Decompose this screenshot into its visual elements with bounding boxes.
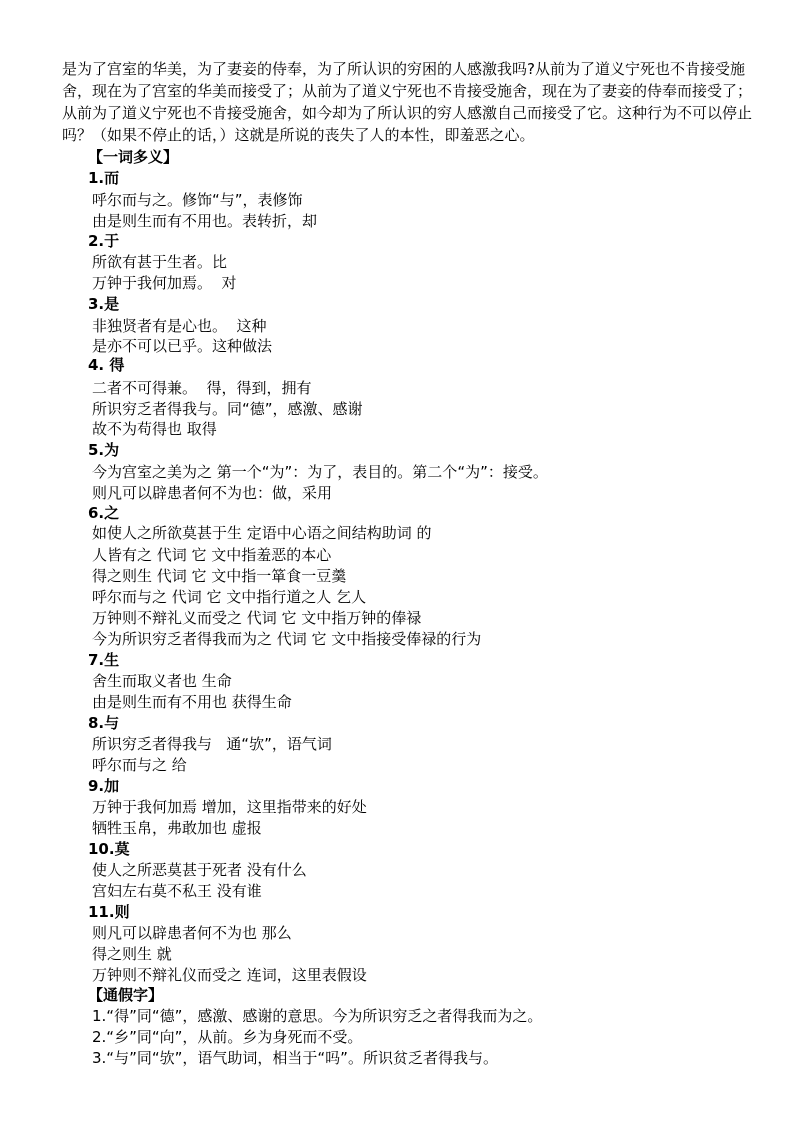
entry-line: 二者不可得兼。 得，得到，拥有 (92, 379, 312, 397)
entry-heading: 9.加 (88, 777, 120, 795)
entry-line: 万钟于我何加焉 增加，这里指带来的好处 (92, 798, 367, 816)
entry-line: 万钟则不辩礼仪而受之 连词，这里表假设 (92, 966, 367, 984)
entry-line: 万钟则不辩礼义而受之 代词 它 文中指万钟的俸禄 (92, 609, 422, 627)
entry-line: 2.“乡”同“向”，从前。乡为身死而不受。 (92, 1028, 363, 1046)
entry-heading: 7.生 (88, 651, 120, 669)
entry-line: 如使人之所欲莫甚于生 定语中心语之间结构助词 的 (92, 524, 432, 542)
entry-heading: 5.为 (88, 441, 120, 459)
entry-line: 所识穷乏者得我与 通“欤”，语气词 (92, 735, 332, 753)
entry-line: 则凡可以辟患者何不为也：做，采用 (92, 484, 333, 502)
entry-heading: 2.于 (88, 232, 120, 250)
entry-line: 今为宫室之美为之 第一个“为”：为了，表目的。第二个“为”：接受。 (92, 463, 548, 481)
entry-heading: 4. 得 (88, 356, 125, 374)
entry-heading: 8.与 (88, 714, 120, 732)
entry-line: 得之则生 代词 它 文中指一箪食一豆羹 (92, 567, 347, 585)
section-heading-polysemy: 【一词多义】 (88, 148, 179, 166)
entry-line: 由是则生而有不用也。表转折，却 (92, 212, 318, 230)
entry-line: 故不为苟得也 取得 (92, 420, 217, 438)
entry-line: 所欲有甚于生者。比 (92, 253, 228, 271)
entry-line: 呼尔而与之 代词 它 文中指行道之人 乞人 (92, 588, 367, 606)
entry-line: 人皆有之 代词 它 文中指羞恶的本心 (92, 546, 332, 564)
entry-line: 牺牲玉帛，弗敢加也 虚报 (92, 819, 262, 837)
entry-line: 3.“与”同“欤”，语气助词，相当于“吗”。所识贫乏者得我与。 (92, 1049, 498, 1067)
entry-heading: 3.是 (88, 295, 120, 313)
entry-line: 非独贤者有是心也。 这种 (92, 317, 267, 335)
entry-heading: 6.之 (88, 504, 120, 522)
entry-line: 舍生而取义者也 生命 (92, 672, 232, 690)
entry-line: 宫妇左右莫不私王 没有谁 (92, 882, 262, 900)
entry-line: 所识穷乏者得我与。同“德”，感激、感谢 (92, 400, 363, 418)
entry-line: 得之则生 就 (92, 945, 172, 963)
entry-heading: 10.莫 (88, 840, 130, 858)
entry-line: 今为所识穷乏者得我而为之 代词 它 文中指接受俸禄的行为 (92, 630, 482, 648)
entry-line: 呼尔而与之。修饰“与”，表修饰 (92, 191, 303, 209)
intro-paragraph: 是为了宫室的华美，为了妻妾的侍奉，为了所认识的穷困的人感激我吗?从前为了道义宁死也不肯接受施舍，现在为了宫室的华美而接受了；从前为了道义宁死也不肯接受施舍，现在为了妻妾的侍奉而接受了；从前为了道义宁死也不肯接受施舍，如今却为了所认识的穷人感激自己而接受了它。这种行为不可以停止吗？（如果不停止的话，）这就是所说的丧失了人的本性，即羞恶之心。 (62, 60, 753, 144)
entry-line: 是亦不可以已乎。这种做法 (92, 337, 273, 355)
entry-line: 使人之所恶莫甚于死者 没有什么 (92, 861, 307, 879)
entry-heading: 11.则 (88, 903, 130, 921)
entry-line: 万钟于我何加焉。 对 (92, 274, 237, 292)
entry-line: 呼尔而与之 给 (92, 756, 187, 774)
entry-heading: 1.而 (88, 169, 120, 187)
entry-line: 则凡可以辟患者何不为也 那么 (92, 924, 292, 942)
section-heading-loanwords: 【通假字】 (88, 986, 164, 1004)
entry-line: 由是则生而有不用也 获得生命 (92, 693, 292, 711)
entry-line: 1.“得”同“德”，感激、感谢的意思。今为所识穷乏之者得我而为之。 (92, 1007, 543, 1025)
